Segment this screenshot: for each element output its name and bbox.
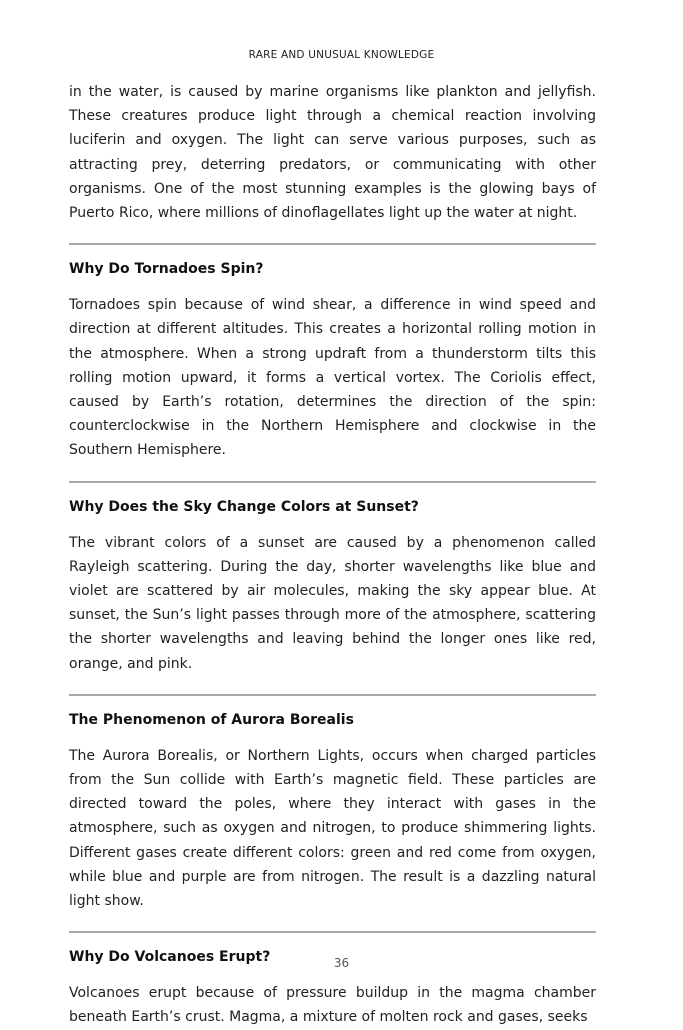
running-header: RARE AND UNUSUAL KNOWLEDGE bbox=[248, 49, 435, 61]
page-number: 36 bbox=[333, 956, 350, 970]
intro-paragraph: in the water, is caused by marine organisms like plankton and jellyfish. These creatures produce light through a chemical reaction involving luciferin and oxygen. The light can serve various purposes, such as attracting prey, deterring predators, or communicating with other organisms. One of the most stunning examples is the glowing bays of Puerto Rico, where millions of dinoflagellates light up the water at night. bbox=[69, 84, 596, 222]
section-title-tornadoes: Why Do Tornadoes Spin? bbox=[69, 261, 264, 278]
section-title-volcanoes: Why Do Volcanoes Erupt? bbox=[69, 949, 271, 966]
section-body-volcanoes: Volcanoes erupt because of pressure buildup in the magma chamber beneath Earth’s crust. Magma, a mixture of molten rock and gases, seeks bbox=[69, 985, 596, 1026]
page-content bbox=[69, 80, 596, 1030]
section-title-aurora: The Phenomenon of Aurora Borealis bbox=[69, 711, 354, 728]
section-title-sunset: Why Does the Sky Change Colors at Sunset? bbox=[69, 498, 419, 515]
section-divider bbox=[69, 694, 596, 696]
section-body-sunset: The vibrant colors of a sunset are caused by a phenomenon called Rayleigh scattering. During the day, shorter wavelengths like blue and violet are scattered by air molecules, making the sky appear blue. At sunset, the Sun’s light passes through more of the atmosphere, scattering the shorter wavelengths and leaving behind the longer ones like red, orange, and pink. bbox=[69, 534, 596, 672]
section-divider bbox=[69, 243, 596, 245]
section-divider bbox=[69, 481, 596, 483]
section-body-aurora: The Aurora Borealis, or Northern Lights, occurs when charged particles from the Sun collide with Earth’s magnetic field. These particles are directed toward the poles, where they interact with gases in the atmosphere, such as oxygen and nitrogen, to produce shimmering lights. Different gases create different colors: green and red come from oxygen, while blue and purple are from nitrogen. The result is a dazzling natural light show. bbox=[69, 747, 596, 910]
section-divider bbox=[69, 931, 596, 933]
section-body-tornadoes: Tornadoes spin because of wind shear, a difference in wind speed and direction at different altitudes. This creates a horizontal rolling motion in the atmosphere. When a strong updraft from a thunderstorm tilts this rolling motion upward, it forms a vertical vortex. The Coriolis effect, caused by Earth’s rotation, determines the direction of the spin: counterclockwise in the Northern Hemisphere and clockwise in the Southern Hemisphere. bbox=[69, 297, 596, 459]
